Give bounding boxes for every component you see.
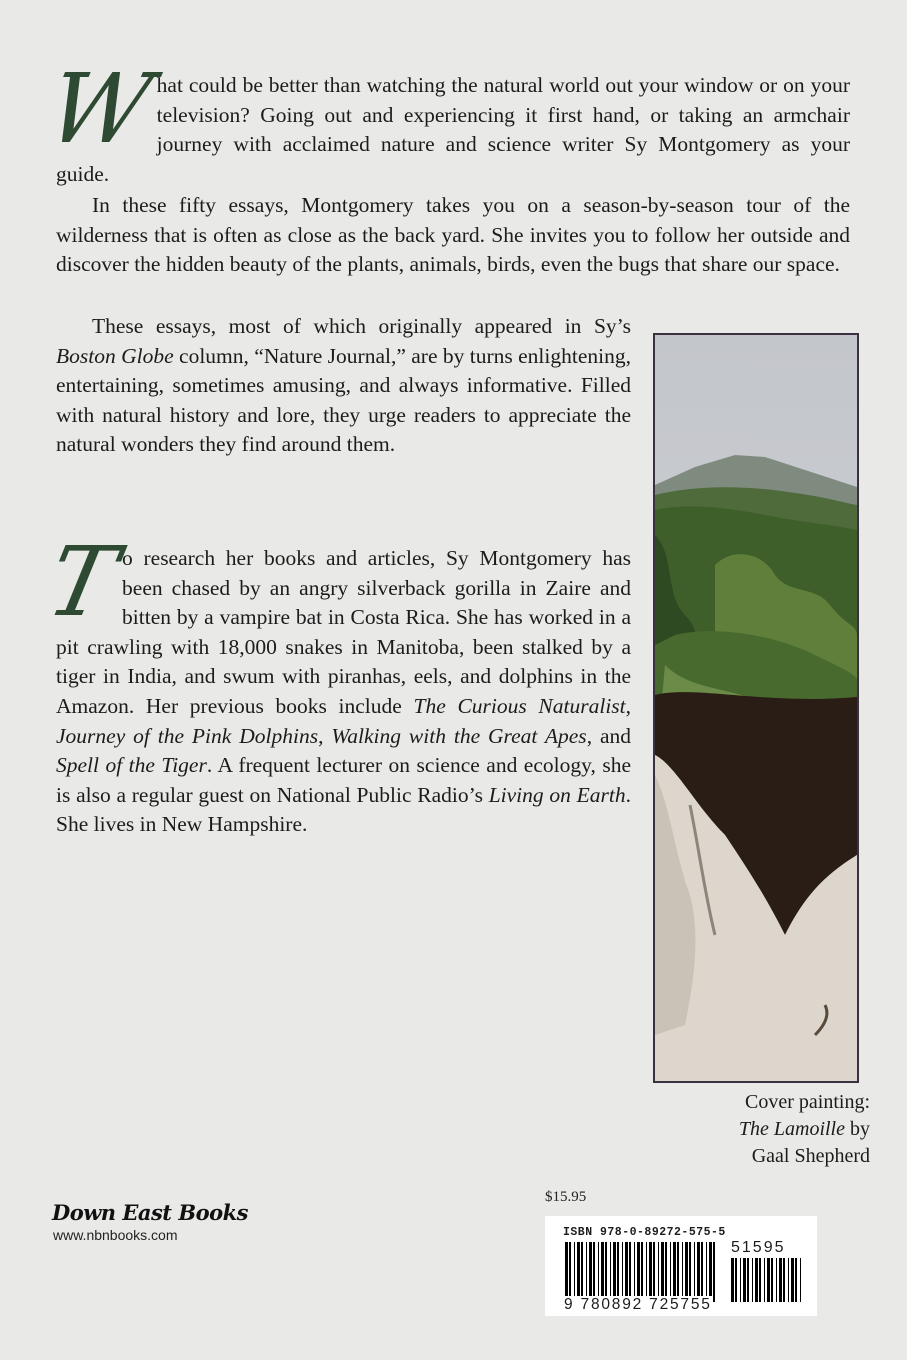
intro-paragraph-1	[38, 53, 850, 189]
barcode-digits: 9 780892 725755	[564, 1296, 712, 1313]
artist-name: Gaal Shepherd	[751, 1145, 870, 1167]
drop-cap-t: T	[38, 526, 126, 638]
book-title: Journey of the Pink Dolphins	[56, 723, 319, 748]
price-label: $15.95	[545, 1189, 587, 1205]
drop-cap-w: W	[38, 53, 161, 165]
price-addon-code: 51595	[731, 1239, 786, 1256]
barcode-bars-icon	[565, 1242, 719, 1302]
radio-show-title: Living on Earth	[488, 782, 626, 807]
painting-title: The Lamoille	[738, 1118, 845, 1140]
book-title: Walking with the Great Apes	[331, 723, 587, 748]
cover-painting-image	[653, 333, 859, 1083]
intro-paragraph-2: In these fifty essays, Montgomery takes you on a season-by-season tour of the wilderness that is often as close as the back yard. She invites you to follow her outside and discover the hidden beauty of the plants, animals, birds, even the bugs that share our space.	[56, 193, 850, 277]
book-title: Spell of the Tiger	[56, 753, 207, 778]
landscape-painting	[655, 335, 857, 1081]
author-bio-paragraph: T o research her books and articles, Sy Montgomery has been chased by an angry silverback gorilla in Zaire and bitten by a vampire bat in Costa Rica. She has worked in a pit crawling with 18,000 snakes in Manitoba, been stalked by a tiger in India, and swum with piranhas, eels, and dolphins in the Amazon. Her previous books include The Curious Naturalist, Journey of the Pink Dolphins, Walking with the Great Apes, and Spell of the Tiger. A frequent lecturer on science and ecology, she is also a regular guest on National Public Radio’s Living on Earth. She lives in New Hampshire.	[38, 526, 632, 837]
isbn-barcode	[545, 1216, 817, 1316]
boston-globe-title: Boston Globe	[56, 343, 174, 368]
intro-paragraph-1-text: hat could be better than watching the natural world out your window or on your television? Going out and experiencing it first hand, or taking an armchair journey with acclaimed nature and science writer Sy Montgomery as your guide.	[56, 73, 850, 186]
book-title: The Curious Naturalist	[413, 693, 626, 718]
addon-barcode-bars-icon	[731, 1258, 805, 1302]
publisher-url: www.nbnbooks.com	[53, 1227, 178, 1243]
cover-painting-caption: Cover painting: The Lamoille by Gaal Shepherd	[640, 1089, 870, 1170]
intro-paragraph-3: These essays, most of which originally appeared in Sy’s Boston Globe column, “Nature Journal,” are by turns enlightening, entertaining, sometimes amusing, and always informative. Filled with natural history and lore, they urge readers to appreciate the natural wonders they find around them.	[56, 314, 631, 457]
isbn-text: ISBN 978-0-89272-575-5	[563, 1226, 726, 1239]
publisher-logo: Down East Books	[52, 1200, 248, 1225]
